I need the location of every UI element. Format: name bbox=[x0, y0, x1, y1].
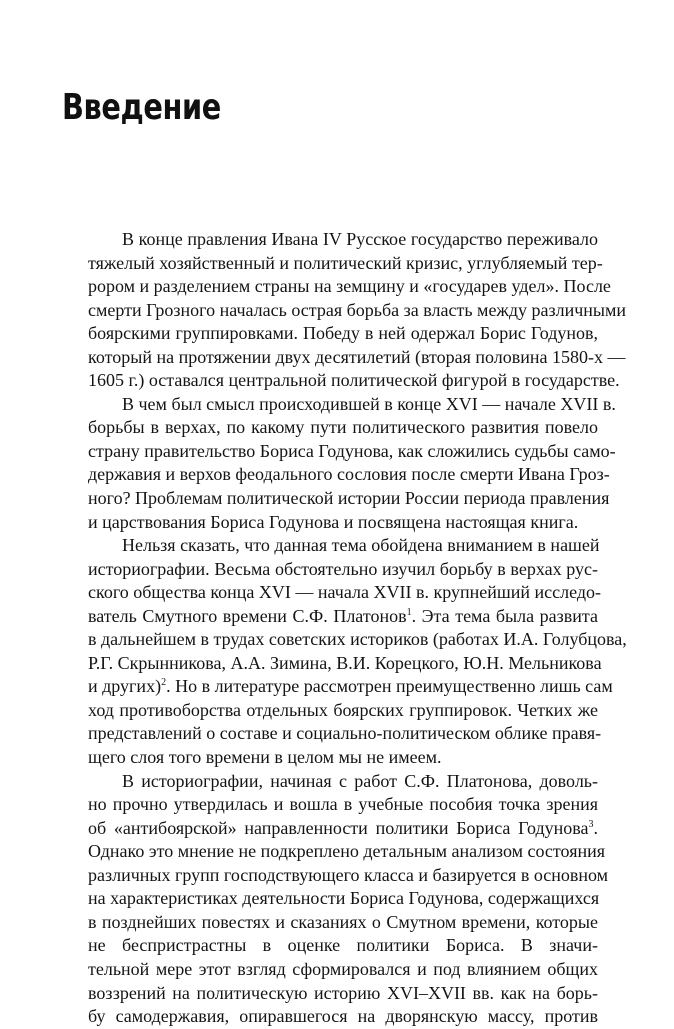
text-line: в дальнейшем в трудах советских историков (работах И.А. Голубцова, bbox=[88, 629, 627, 650]
paragraph bbox=[88, 393, 616, 534]
chapter-title: Введение bbox=[62, 87, 221, 128]
text-line: Однако это мнение не подкреплено детальным анализом состояния bbox=[88, 841, 606, 862]
text-line: и царствования Бориса Годунова и посвящена настоящая книга. bbox=[88, 511, 579, 532]
text-segment: . Эта тема была развита bbox=[411, 605, 598, 626]
text-line: щего слоя того времени в целом мы не имеем. bbox=[88, 747, 442, 768]
text-line: ского общества конца XVI — начала XVII в. крупнейший исследо- bbox=[88, 582, 601, 603]
text-line: но прочно утвердилась и вошла в учебные пособия точка зрения bbox=[88, 794, 598, 815]
text-segment: . Но в литературе рассмотрен преимущественно лишь сам bbox=[166, 676, 613, 697]
footnote-ref[interactable]: 3 bbox=[588, 818, 594, 830]
text-line bbox=[88, 817, 598, 841]
text-line: в позднейших повестях и сказаниях о Смутном времени, которые bbox=[88, 911, 598, 932]
text-line: Нельзя сказать, что данная тема обойдена вниманием в нашей bbox=[122, 535, 600, 556]
body-text bbox=[88, 228, 627, 1029]
text-line: представлений о составе и социально-политическом облике правя- bbox=[88, 723, 602, 744]
text-line: В конце правления Ивана IV Русское государство переживало bbox=[122, 229, 598, 249]
text-line: рором и разделением страны на земщину и «государев удел». После bbox=[88, 276, 611, 297]
text-segment: и других) bbox=[88, 676, 162, 697]
paragraph bbox=[88, 228, 627, 393]
text-line: тельной мере этот взгляд сформировался и под влиянием общих bbox=[88, 958, 598, 979]
text-line: боярскими группировками. Победу в ней одержал Борис Годунов, bbox=[88, 323, 598, 344]
paragraph bbox=[88, 770, 609, 1029]
paragraph bbox=[88, 534, 627, 769]
text-line: 1605 г.) оставался центральной политической фигурой в государстве. bbox=[88, 370, 620, 391]
text-line: державия и верхов феодального сословия после смерти Ивана Гроз- bbox=[88, 464, 610, 485]
text-line bbox=[88, 605, 598, 629]
text-line: тяжелый хозяйственный и политический кризис, углубляемый тер- bbox=[88, 252, 603, 273]
footnote-ref[interactable]: 2 bbox=[161, 677, 167, 689]
text-line: воззрений на политическую историю XVI–XVII вв. как на борь- bbox=[88, 982, 598, 1003]
text-line: В чем был смысл происходившей в конце XVI — начале XVII в. bbox=[122, 393, 616, 414]
text-line: на характеристиках деятельности Бориса Годунова, содержащихся bbox=[88, 888, 600, 909]
footnote-ref[interactable]: 1 bbox=[406, 606, 412, 618]
text-line: бу самодержавия, опиравшегося на дворянскую массу, против bbox=[88, 1006, 598, 1027]
text-line: историографии. Весьма обстоятельно изучил борьбу в верхах рус- bbox=[88, 558, 598, 579]
text-line: смерти Грозного началась острая борьба за власть между различными bbox=[88, 299, 627, 320]
text-line: не беспристрастны в оценке политики Бориса. В значи- bbox=[88, 935, 598, 956]
text-segment: . bbox=[593, 817, 598, 838]
text-line bbox=[88, 675, 613, 699]
text-line: ход противоборства отдельных боярских группировок. Четких же bbox=[88, 699, 598, 720]
text-line: Р.Г. Скрынникова, А.А. Зимина, В.И. Корецкого, Ю.Н. Мельникова bbox=[88, 652, 602, 673]
text-line: ного? Проблемам политической истории России периода правления bbox=[88, 488, 610, 509]
text-segment: ватель Смутного времени С.Ф. Платонов bbox=[88, 605, 407, 626]
text-line: различных групп господствующего класса и базируется в основном bbox=[88, 864, 609, 885]
text-line: В историографии, начиная с работ С.Ф. Платонова, доволь- bbox=[122, 770, 598, 791]
text-line: который на протяжении двух десятилетий (вторая половина 1580-х — bbox=[88, 346, 626, 367]
text-segment: об «антибоярской» направленности политики Бориса Годунова bbox=[88, 817, 589, 838]
text-line: борьбы в верхах, по какому пути политического развития повело bbox=[88, 417, 598, 438]
text-line: страну правительство Бориса Годунова, как сложились судьбы само- bbox=[88, 440, 616, 461]
